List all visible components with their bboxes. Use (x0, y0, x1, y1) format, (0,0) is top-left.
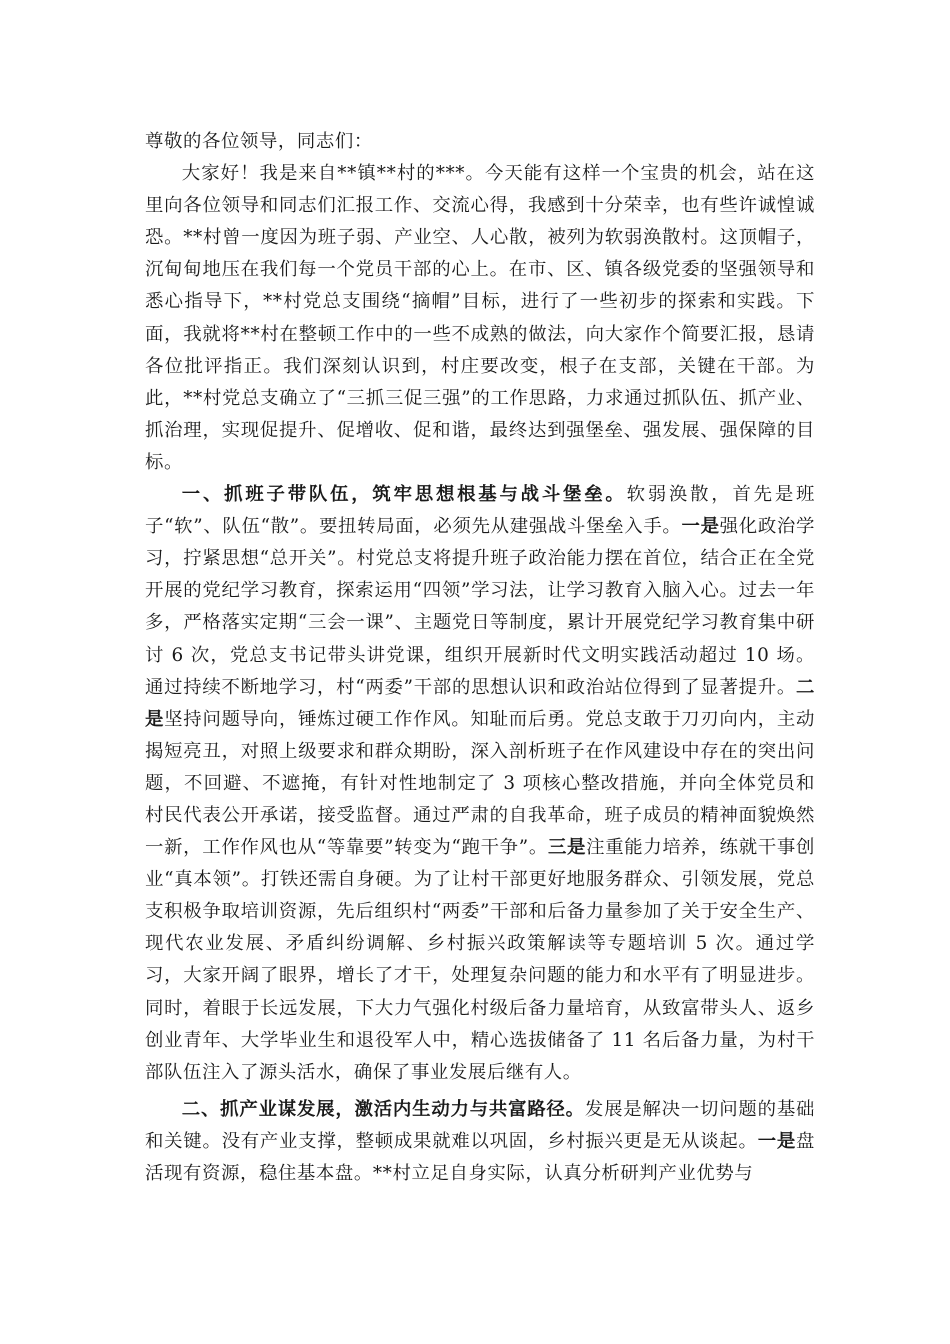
intro-paragraph: 大家好！我是来自**镇**村的***。今天能有这样一个宝贵的机会，站在这里向各位领导和同志们汇报工作、交流心得，我感到十分荣幸，也有些许诚惶诚恐。**村曾一度因为班子弱、产业空、人心散，被列为软弱涣散村。这顶帽子，沉甸甸地压在我们每一个党员干部的心上。在市、区、镇各级党委的坚强领导和悉心指导下，**村党总支围绕“摘帽”目标，进行了一些初步的探索和实践。下面，我就将**村在整顿工作中的一些不成熟的做法，向大家作个简要汇报，恳请各位批评指正。我们深刻认识到，村庄要改变，根子在支部，关键在干部。为此，**村党总支确立了“三抓三促三强”的工作思路，力求通过抓队伍、抓产业、抓治理，实现促提升、促增收、促和谐，最终达到强堡垒、强发展、强保障的目标。 (145, 163, 815, 473)
section-2-point-1-label: 一是 (757, 1130, 796, 1152)
section-1-point-3-text: 注重能力培养，练就干事创业“真本领”。打铁还需自身硬。为了让村干部更好地服务群众、引领发展，党总支积极争取培训资源，先后组织村“两委”干部和后备力量参加了关于安全生产、现代农业发展、矛盾纠纷调解、乡村振兴政策解读等专题培训 5 次。通过学习，大家开阔了眼界，增长了才干，处理复杂问题的能力和水平有了明显进步。同时，着眼于长远发展，下大力气强化村级后备力量培育，从致富带头人、返乡创业青年、大学毕业生和退役军人中，精心选拔储备了 11 名后备力量，为村干部队伍注入了源头活水，确保了事业发展后继有人。 (145, 837, 815, 1083)
document-page (145, 126, 815, 1190)
salutation: 尊敬的各位领导，同志们： (145, 131, 373, 152)
section-1-heading: 一、抓班子带队伍，筑牢思想根基与战斗堡垒。 (181, 484, 627, 506)
section-2-lead: 发展是解决一切问题的基础和关键。没有产业支撑，整顿成果就难以巩固，乡村振兴更是无从谈起。 (145, 1098, 815, 1152)
section-1-paragraph (145, 479, 815, 1089)
section-2-point-1-text: 盘活现有资源，稳住基本盘。**村立足自身实际，认真分析研判产业优势与 (145, 1130, 815, 1184)
section-1-point-1-text: 强化政治学习，拧紧思想“总开关”。村党总支将提升班子政治能力摆在首位，结合正在全党开展的党纪学习教育，探索运用“四领”学习法，让学习教育入脑入心。过去一年多，严格落实定期“三会一课”、主题党日等制度，累计开展党纪学习教育集中研讨 6 次，党总支书记带头讲党课，组织开展新时代文明实践活动超过 10 场。通过持续不断地学习，村“两委”干部的思想认识和政治站位得到了显著提升。 (145, 516, 815, 698)
section-1-point-2-text: 坚持问题导向，锤炼过硬工作作风。知耻而后勇。党总支敢于刀刃向内，主动揭短亮丑，对照上级要求和群众期盼，深入剖析班子在作风建设中存在的突出问题，不回避、不遮掩，有针对性地制定了 3 项核心整改措施，并向全体党员和村民代表公开承诺，接受监督。通过严肃的自我革命，班子成员的精神面貌焕然一新，工作作风也从“等靠要”转变为“跑干争”。 (145, 708, 815, 859)
section-1-point-2-label: 二是 (145, 676, 815, 730)
section-2-heading: 二、抓产业谋发展，激活内生动力与共富路径。 (181, 1098, 585, 1120)
section-1-point-1-label: 一是 (681, 516, 720, 538)
section-1-point-3-label: 三是 (547, 837, 587, 859)
section-2-paragraph (145, 1094, 815, 1190)
section-1-lead: 软弱涣散，首先是班子“软”、队伍“散”。要扭转局面，必须先从建强战斗堡垒入手。 (145, 484, 815, 538)
